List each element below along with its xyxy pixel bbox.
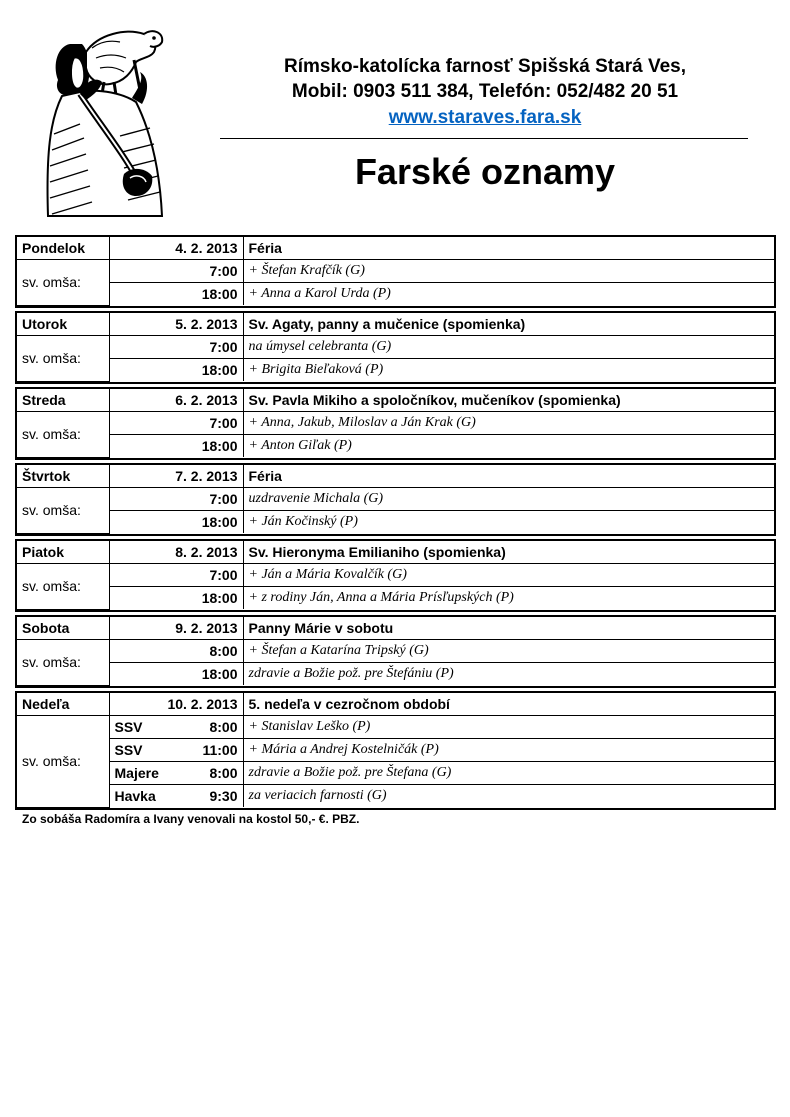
mass-time: 7:00 [109, 260, 243, 283]
day-block-pondelok [15, 235, 776, 308]
mass-intention: uzdravenie Michala (G) [243, 488, 774, 511]
mass-time: 9:30 [179, 785, 243, 808]
day-date: 8. 2. 2013 [109, 541, 243, 564]
day-name: Utorok [17, 313, 109, 336]
day-date: 9. 2. 2013 [109, 617, 243, 640]
day-block-streda [15, 387, 776, 460]
mass-time: 8:00 [179, 762, 243, 785]
feast-name: Sv. Agaty, panny a mučenice (spomienka) [243, 313, 774, 336]
mass-intention: + Anton Giľak (P) [243, 435, 774, 458]
mass-intention: + Mária a Andrej Kostelničák (P) [243, 739, 774, 762]
mass-row [17, 412, 774, 435]
mass-intention: + z rodiny Ján, Anna a Mária Prísľupských (P) [243, 587, 774, 610]
mass-place: SSV [109, 739, 179, 762]
day-header-row [17, 313, 774, 336]
mass-row [17, 359, 774, 382]
day-name: Piatok [17, 541, 109, 564]
mass-label: sv. omša: [17, 336, 109, 382]
header-divider [220, 138, 748, 139]
day-block-piatok [15, 539, 776, 612]
mass-label: sv. omša: [17, 412, 109, 458]
day-block-nedela [15, 691, 776, 810]
day-name: Sobota [17, 617, 109, 640]
day-name: Nedeľa [17, 693, 109, 716]
mass-row [17, 564, 774, 587]
mass-row [17, 260, 774, 283]
mass-intention: + Anna, Jakub, Miloslav a Ján Krak (G) [243, 412, 774, 435]
mass-time: 7:00 [109, 336, 243, 359]
mass-row [17, 587, 774, 610]
mass-row [17, 511, 774, 534]
mass-time: 18:00 [109, 511, 243, 534]
mass-intention: na úmysel celebranta (G) [243, 336, 774, 359]
day-block-sobota [15, 615, 776, 688]
mass-intention: + Stanislav Leško (P) [243, 716, 774, 739]
day-name: Štvrtok [17, 465, 109, 488]
mass-time: 18:00 [109, 587, 243, 610]
mass-time: 7:00 [109, 564, 243, 587]
day-date: 5. 2. 2013 [109, 313, 243, 336]
feast-name: Sv. Hieronyma Emilianiho (spomienka) [243, 541, 774, 564]
mass-intention: + Brigita Bieľaková (P) [243, 359, 774, 382]
mass-place: Majere [109, 762, 179, 785]
feast-name: Féria [243, 237, 774, 260]
mass-intention: + Ján a Mária Kovalčík (G) [243, 564, 774, 587]
mass-intention: zdravie a Božie pož. pre Štefániu (P) [243, 663, 774, 686]
feast-name: 5. nedeľa v cezročnom období [243, 693, 774, 716]
mass-time: 18:00 [109, 359, 243, 382]
mass-intention: + Anna a Karol Urda (P) [243, 283, 774, 306]
mass-row [17, 640, 774, 663]
mass-row [17, 435, 774, 458]
day-name: Pondelok [17, 237, 109, 260]
feast-name: Sv. Pavla Mikiho a spoločníkov, mučeníkov (spomienka) [243, 389, 774, 412]
day-header-row [17, 465, 774, 488]
mass-intention: zdravie a Božie pož. pre Štefana (G) [243, 762, 774, 785]
mass-intention: za veriacich farnosti (G) [243, 785, 774, 808]
feast-name: Féria [243, 465, 774, 488]
mass-time: 11:00 [179, 739, 243, 762]
mass-label: sv. omša: [17, 640, 109, 686]
mass-time: 8:00 [109, 640, 243, 663]
mass-time: 18:00 [109, 435, 243, 458]
parish-name: Rímsko-katolícka farnosť Spišská Stará Ves, [284, 56, 686, 77]
day-header-row [17, 617, 774, 640]
mass-row [17, 762, 774, 785]
day-header-row [17, 541, 774, 564]
day-date: 7. 2. 2013 [109, 465, 243, 488]
day-header-row [17, 693, 774, 716]
mass-row [17, 716, 774, 739]
mass-label: sv. omša: [17, 260, 109, 306]
page-title: Farské oznamy [354, 151, 616, 192]
feast-name: Panny Márie v sobotu [243, 617, 774, 640]
mass-time: 18:00 [109, 283, 243, 306]
mass-row [17, 488, 774, 511]
mass-intention: + Štefan Krafčík (G) [243, 260, 774, 283]
day-block-stvrtok [15, 463, 776, 536]
mass-time: 8:00 [179, 716, 243, 739]
mass-place: Havka [109, 785, 179, 808]
day-header-row [17, 389, 774, 412]
website-link[interactable]: www.staraves.fara.sk [388, 107, 582, 128]
day-date: 10. 2. 2013 [109, 693, 243, 716]
mass-label: sv. omša: [17, 716, 109, 808]
day-header-row [17, 237, 774, 260]
mass-row [17, 663, 774, 686]
mass-row [17, 739, 774, 762]
mass-intention: + Štefan a Katarína Tripský (G) [243, 640, 774, 663]
mass-row [17, 336, 774, 359]
mass-intention: + Ján Kočinský (P) [243, 511, 774, 534]
mass-label: sv. omša: [17, 564, 109, 610]
good-shepherd-logo [40, 24, 168, 218]
day-date: 6. 2. 2013 [109, 389, 243, 412]
mass-place: SSV [109, 716, 179, 739]
mass-label: sv. omša: [17, 488, 109, 534]
mass-time: 7:00 [109, 412, 243, 435]
mass-row [17, 785, 774, 808]
mass-time: 18:00 [109, 663, 243, 686]
mass-time: 7:00 [109, 488, 243, 511]
contact-phones: Mobil: 0903 511 384, Telefón: 052/482 20 51 [291, 81, 679, 102]
day-name: Streda [17, 389, 109, 412]
donation-note: Zo sobáša Radomíra a Ivany venovali na kostol 50,- €. PBZ. [22, 812, 360, 826]
mass-row [17, 283, 774, 306]
day-date: 4. 2. 2013 [109, 237, 243, 260]
day-block-utorok [15, 311, 776, 384]
